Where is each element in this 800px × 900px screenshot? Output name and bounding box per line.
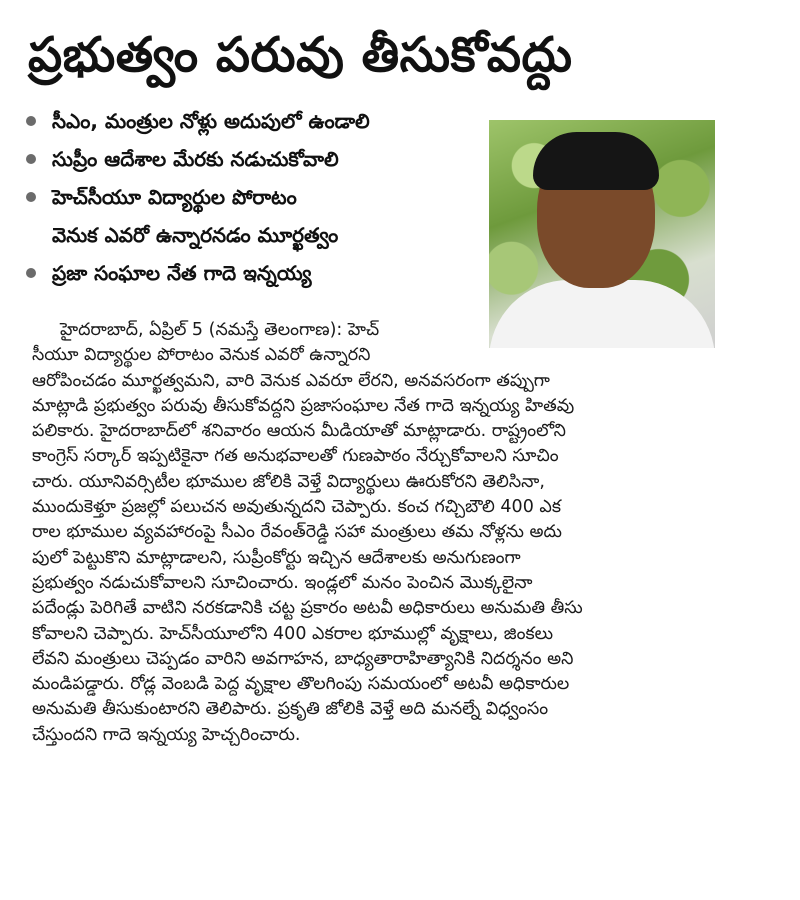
bullet-list <box>22 108 492 298</box>
article-line: పదేండ్లు పెరిగితే వాటిని నరకడానికి చట్ట ప్రకారం అటవీ అధికారులు అనుమతి తీసు <box>32 598 583 619</box>
article-line: అనుమతి తీసుకుంటారని తెలిపారు. ప్రకృతి జోలికి వెళ్తే అది మనల్నే విధ్వంసం <box>32 699 549 720</box>
article-line: ఆరోపించడం మూర్ఖత్వమని, వారి వెనుక ఎవరూ లేరని, అనవసరంగా తప్పుగా <box>32 370 550 391</box>
article-body <box>32 318 722 748</box>
article-line: హైదరాబాద్, ఏప్రిల్ 5 (నమస్తే తెలంగాణ): హెచ్ <box>60 320 380 340</box>
article-line: పలికారు. హైదరాబాద్‌లో శనివారం ఆయన మీడియాతో మాట్లాడారు. రాష్ట్రంలోని <box>32 421 566 442</box>
article-line: ముందుకెళ్తూ ప్రజల్లో పలుచన అవుతున్నదని చెప్పారు. కంచ గచ్చిబౌలి 400 ఎక <box>32 497 561 518</box>
bullet-item: సీఎం, మంత్రుల నోళ్లు అదుపులో ఉండాలి <box>22 108 492 134</box>
bullet-item: హెచ్‌సీయూ విద్యార్థుల పోరాటం వెనుక ఎవరో ఉన్నారనడం మూర్ఖత్వం <box>22 184 492 248</box>
hair <box>533 132 659 190</box>
bullet-dot-icon <box>26 154 36 164</box>
person-photo <box>489 120 715 348</box>
bullet-dot-icon <box>26 268 36 278</box>
article-line: చేస్తుందని గాదె ఇన్నయ్య హెచ్చరించారు. <box>32 724 301 745</box>
article-line: కాంగ్రెస్ సర్కార్ ఇప్పటికైనా గత అనుభవాలతో గుణపాఠం నేర్చుకోవాలని సూచిం <box>32 446 559 467</box>
article-line: రాల భూముల వ్యవహారంపై సీఎం రేవంత్‌రెడ్డి సహా మంత్రులు తమ నోళ్లను అదు <box>32 522 562 543</box>
article-line: మాట్లాడి ప్రభుత్వం పరువు తీసుకోవద్దని ప్రజాసంఘాల నేత గాదె ఇన్నయ్య హితవు <box>32 395 575 416</box>
article-line: ప్రభుత్వం నడుచుకోవాలని సూచించారు. ఇండ్లలో మనం పెంచిన మొక్కలైనా <box>32 572 533 593</box>
bullet-item: ప్రజా సంఘాల నేత గాదె ఇన్నయ్య <box>22 260 492 286</box>
article-line: లేవని మంత్రులు చెప్పడం వారిని అవగాహన, బాధ్యతారాహిత్యానికి నిదర్శనం అని <box>32 648 574 669</box>
headline: ప్రభుత్వం పరువు తీసుకోవద్దు <box>28 27 573 83</box>
bullet-dot-icon <box>26 116 36 126</box>
bullet-dot-icon <box>26 192 36 202</box>
article-line: సీయూ విద్యార్థుల పోరాటం వెనుక ఎవరో ఉన్నారని <box>32 345 371 366</box>
bullet-continuation: వెనుక ఎవరో ఉన్నారనడం మూర్ఖత్వం <box>52 223 339 247</box>
article-line: చారు. యూనివర్సిటీల భూముల జోలికి వెళ్తే విద్యార్థులు ఊరుకోరని తెలిసినా, <box>32 471 545 492</box>
article-line: మండిపడ్డారు. రోడ్ల వెంబడి పెద్ద వృక్షాల తొలగింపు సమయంలో అటవీ అధికారుల <box>32 674 570 695</box>
article-line: పులో పెట్టుకొని మాట్లాడాలని, సుప్రీంకోర్టు ఇచ్చిన ఆదేశాలకు అనుగుణంగా <box>32 547 521 568</box>
article-line: కోవాలని చెప్పారు. హెచ్‌సీయూలోని 400 ఎకరాల భూముల్లో వృక్షాలు, జింకలు <box>32 623 554 644</box>
bullet-item: సుప్రీం ఆదేశాల మేరకు నడుచుకోవాలి <box>22 146 492 172</box>
